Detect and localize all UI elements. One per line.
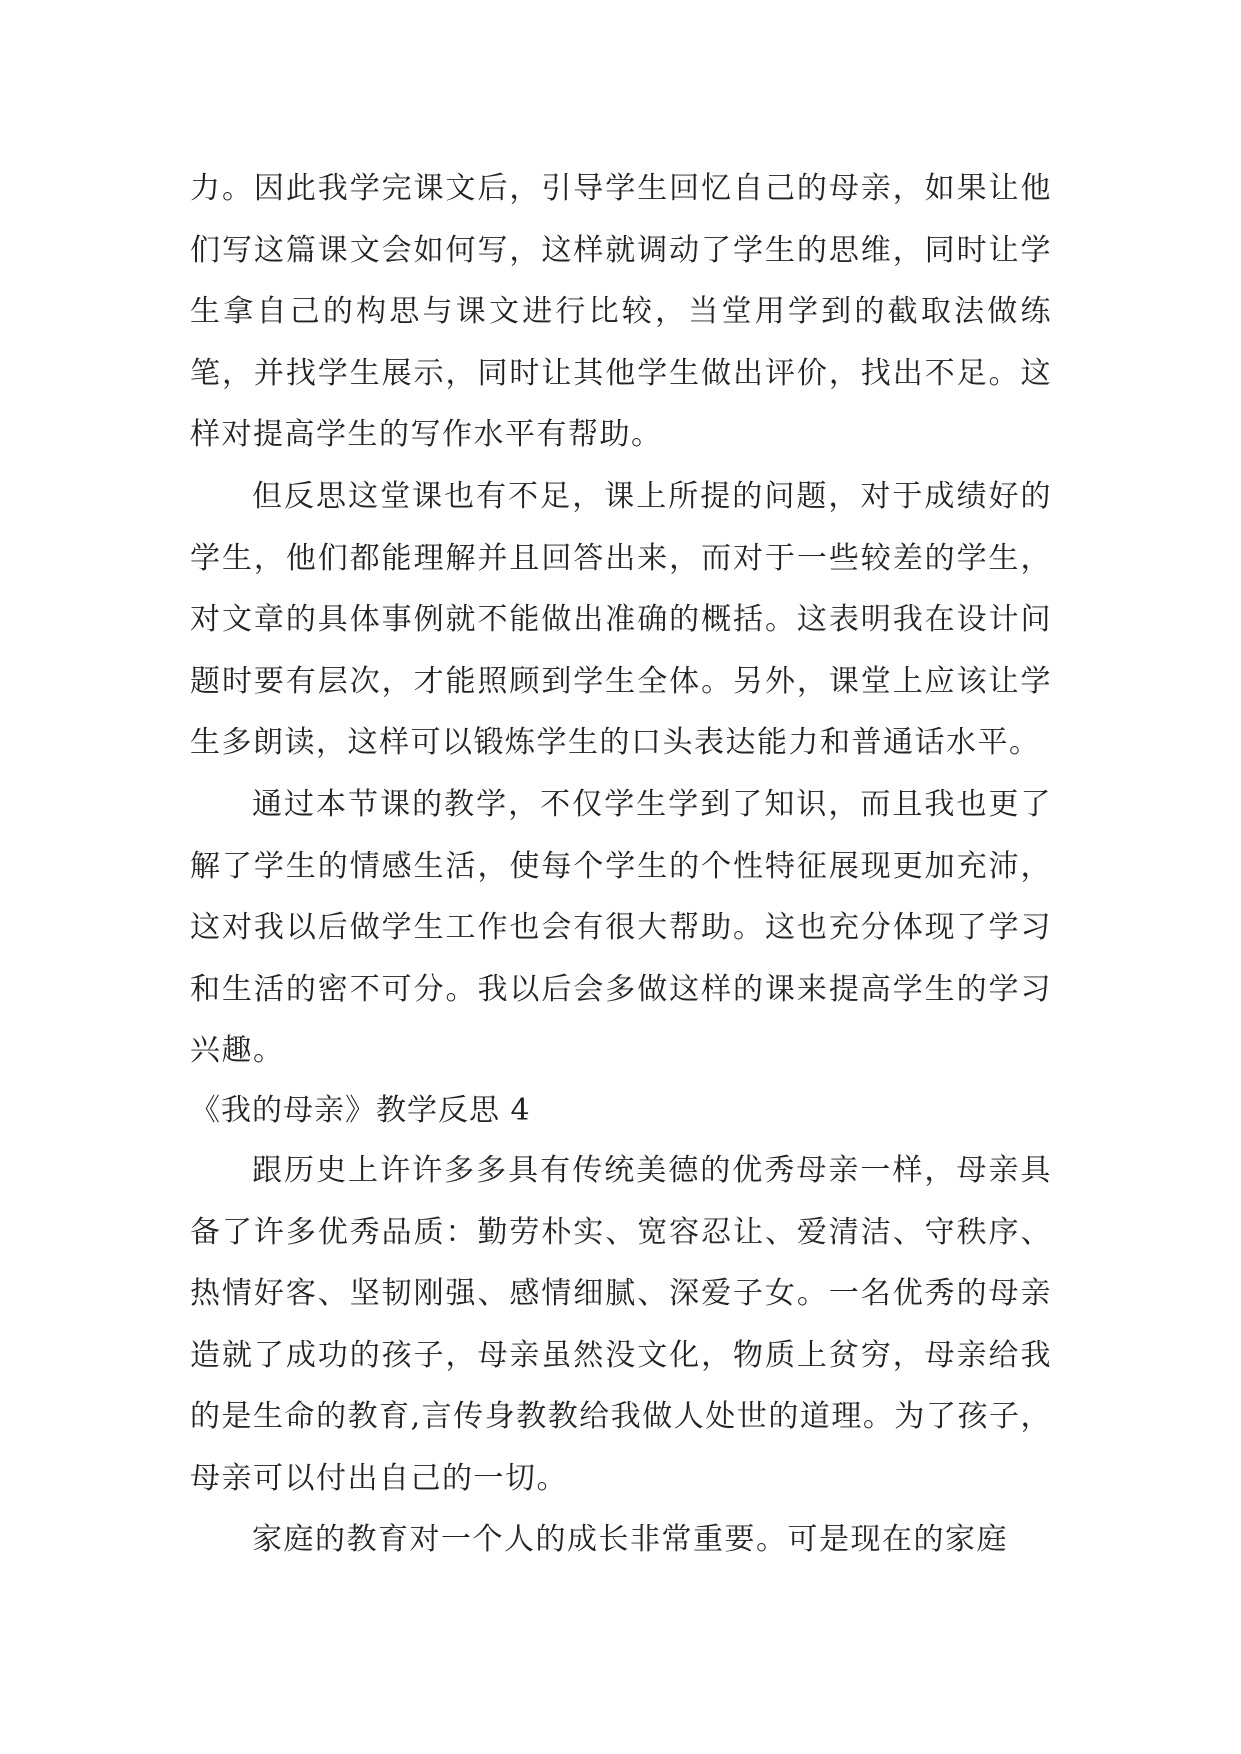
paragraph-4: 跟历史上许许多多具有传统美德的优秀母亲一样，母亲具备了许多优秀品质：勤劳朴实、宽容忍让、爱清洁、守秩序、热情好客、坚韧刚强、感情细腻、深爱子女。一名优秀的母亲造就了成功的孩子，母亲虽然没文化，物质上贫穷，母亲给我的是生命的教育,言传身教教给我做人处世的道理。为了孩子，母亲可以付出自己的一切。 <box>190 1152 1052 1496</box>
document-body <box>190 158 1052 1571</box>
paragraph-1: 力。因此我学完课文后，引导学生回忆自己的母亲，如果让他们写这篇课文会如何写，这样就调动了学生的思维，同时让学生拿自己的构思与课文进行比较，当堂用学到的截取法做练笔，并找学生展示，同时让其他学生做出评价，找出不足。这样对提高学生的写作水平有帮助。 <box>190 171 1052 453</box>
section-heading: 《我的母亲》教学反思 4 <box>190 1092 531 1128</box>
paragraph-2: 但反思这堂课也有不足，课上所提的问题，对于成绩好的学生，他们都能理解并且回答出来，而对于一些较差的学生，对文章的具体事例就不能做出准确的概括。这表明我在设计问题时要有层次，才能照顾到学生全体。另外，课堂上应该让学生多朗读，这样可以锻炼学生的口头表达能力和普通话水平。 <box>190 478 1052 761</box>
paragraph-5: 家庭的教育对一个人的成长非常重要。可是现在的家庭 <box>252 1522 1008 1558</box>
paragraph-3: 通过本节课的教学，不仅学生学到了知识，而且我也更了解了学生的情感生活，使每个学生的个性特征展现更加充沛，这对我以后做学生工作也会有很大帮助。这也充分体现了学习和生活的密不可分。我以后会多做这样的课来提高学生的学习兴趣。 <box>190 786 1052 1069</box>
